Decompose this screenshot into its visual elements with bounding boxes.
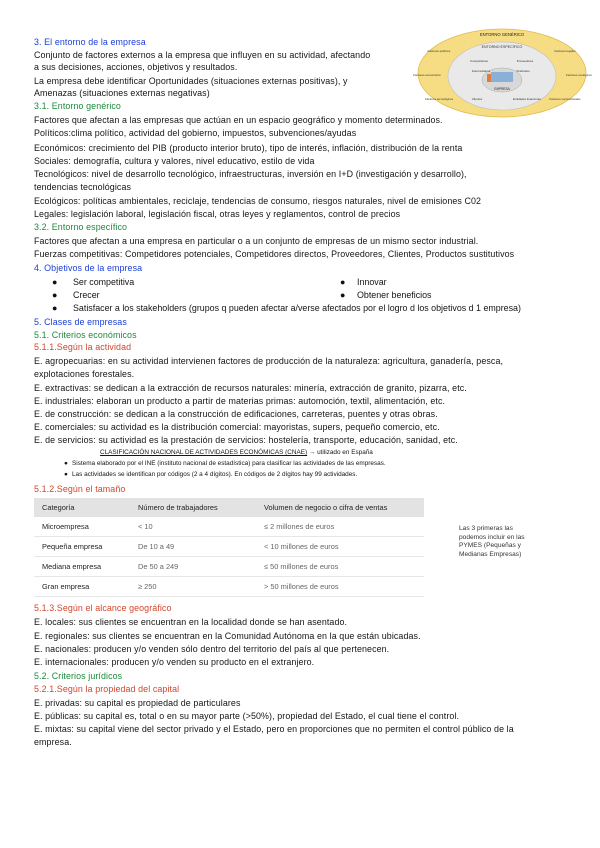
table-cell: Gran empresa bbox=[34, 577, 130, 597]
legal-4: empresa. bbox=[34, 737, 72, 747]
table-cell: De 10 a 49 bbox=[130, 537, 256, 557]
cnae-line bbox=[100, 448, 373, 457]
diagram-label: Entidades financieras bbox=[513, 97, 541, 101]
diagram-label: Clientes bbox=[471, 97, 483, 101]
activity-3: E. industriales: elaboran un producto a partir de materias primas: automoción, textil, alimentación, etc. bbox=[34, 396, 446, 406]
table-row bbox=[34, 557, 424, 577]
bullet-dot: ● bbox=[64, 460, 68, 467]
s31-line-8: Legales: legislación laboral, legislación fiscal, otras leyes y reglamentos, control de precios bbox=[34, 209, 401, 219]
diagram-inner-title: ENTORNO ESPECÍFICO bbox=[481, 45, 523, 49]
diagram-outer-title: ENTORNO GENÉRICO bbox=[479, 32, 525, 37]
s31-line-7: Ecológicos: políticas ambientales, reciclaje, tendencias de consumo, riesgos naturales, nivel de emisiones C02 bbox=[34, 196, 482, 206]
diagram-label: Intermediarios bbox=[471, 69, 491, 73]
geo-2: E. regionales: sus clientes se encuentran en la Comunidad Autónoma en la que están ubicadas. bbox=[34, 631, 421, 641]
diagram-label: Factores ecológicos bbox=[566, 73, 592, 77]
table-header: Volumen de negocio o cifra de ventas bbox=[256, 498, 424, 517]
bullet-dot: ● bbox=[52, 290, 58, 300]
section-5-1-3-heading: 5.1.3.Según el alcance geográfico bbox=[34, 603, 172, 613]
s3-line-3: La empresa debe identificar Oportunidades (situaciones externas positivas), y bbox=[34, 76, 348, 86]
table-row bbox=[34, 517, 424, 537]
diagram-label: Factores económicos bbox=[413, 73, 441, 77]
section-3-1-heading: 3.1. Entorno genérico bbox=[34, 101, 121, 111]
table-cell: Microempresa bbox=[34, 517, 130, 537]
section-5-1-1-heading: 5.1.1.Según la actividad bbox=[34, 342, 132, 352]
table-header: Categoría bbox=[34, 498, 130, 517]
table-cell: Pequeña empresa bbox=[34, 537, 130, 557]
activity-5: E. comerciales: su actividad es la distribución comercial: mayoristas, supers, pequeño comercio, etc. bbox=[34, 422, 440, 432]
table-row bbox=[34, 577, 424, 597]
cnae-suffix: → utilizado en España bbox=[307, 449, 373, 456]
activity-1: E. agropecuarias: en su actividad intervienen factores de producción de la naturaleza: agricultura, ganadería, pesca, bbox=[34, 356, 504, 366]
activity-4: E. de construcción: se dedican a la construcción de edificaciones, carreteras, puentes y otras obras. bbox=[34, 409, 438, 419]
bullet-dot: ● bbox=[64, 471, 68, 478]
bullet-dot: ● bbox=[340, 290, 346, 300]
building-shape bbox=[491, 72, 513, 82]
table-cell: De 50 a 249 bbox=[130, 557, 256, 577]
s31-line-5: Tecnológicos: nivel de desarrollo tecnológico, infraestructuras, inversión en I+D (investigación y desarrollo), bbox=[34, 169, 467, 179]
activity-1b: explotaciones forestales. bbox=[34, 369, 135, 379]
note-line: Las 3 primeras las bbox=[459, 525, 513, 532]
diagram-label: Factores socioculturales bbox=[549, 97, 581, 101]
note-line: Medianas Empresas) bbox=[459, 550, 522, 558]
diagram-label: Factores políticos bbox=[427, 49, 451, 53]
table-cell: ≥ 250 bbox=[130, 577, 256, 597]
section-5-2-heading: 5.2. Criterios jurídicos bbox=[34, 671, 123, 681]
section-5-2-1-heading: 5.2.1.Según la propiedad del capital bbox=[34, 684, 180, 694]
s32-line-1: Factores que afectan a una empresa en particular o a un conjunto de empresas de un mismo sector industrial. bbox=[34, 236, 479, 246]
table-header-row bbox=[34, 498, 424, 517]
s31-line-3: Económicos: crecimiento del PIB (producto interior bruto), tipo de interés, inflación, distribución de la renta bbox=[34, 143, 463, 153]
activity-6: E. de servicios: su actividad es la prestación de servicios: hostelería, transporte, educación, sanidad, etc. bbox=[34, 435, 458, 445]
environment-diagram bbox=[413, 28, 592, 118]
s3-line-2: a sus decisiones, acciones, objetivos y resultados. bbox=[34, 62, 238, 72]
objective-5: Satisfacer a los stakeholders (grupos q pueden afectar a/verse afectados por el logro d los objetivos d 1 empresa) bbox=[73, 303, 521, 313]
size-table bbox=[34, 498, 424, 597]
legal-1: E. privadas: su capital es propiedad de particulares bbox=[34, 698, 241, 708]
table-cell: ≤ 50 millones de euros bbox=[256, 557, 424, 577]
cnae-title: CLASIFICACIÓN NACIONAL DE ACTIVIDADES ECONÓMICAS (CNAE) bbox=[100, 449, 308, 456]
objective-2: Innovar bbox=[357, 277, 387, 287]
s31-line-1: Factores que afectan a las empresas que actúan en un espacio geográfico y momento determinados. bbox=[34, 115, 443, 125]
note-line: podemos incluir en las bbox=[459, 533, 525, 541]
s3-line-1: Conjunto de factores externos a la empresa que influyen en su actividad, afectando bbox=[34, 50, 371, 60]
pymes-note bbox=[459, 525, 579, 559]
s3-line-4: Amenazas (situaciones externas negativas) bbox=[34, 88, 210, 98]
table-cell: < 10 millones de euros bbox=[256, 537, 424, 557]
geo-1: E. locales: sus clientes se encuentran en la localidad donde se han asentado. bbox=[34, 617, 348, 627]
table-cell: Mediana empresa bbox=[34, 557, 130, 577]
legal-3: E. mixtas: su capital viene del sector privado y el Estado, pero en proporciones que no permiten el control público de la bbox=[34, 724, 514, 734]
section-5-1-heading: 5.1. Criterios económicos bbox=[34, 330, 137, 340]
objective-1: Ser competitiva bbox=[73, 277, 135, 287]
bullet-dot: ● bbox=[52, 277, 58, 287]
section-3-2-heading: 3.2. Entorno específico bbox=[34, 222, 128, 232]
table-cell: < 10 bbox=[130, 517, 256, 537]
section-4-heading: 4. Objetivos de la empresa bbox=[34, 263, 143, 273]
cnae-bullet-2: Las actividades se identifican por códigos (2 a 4 dígitos). En códigos de 2 dígitos hay 99 actividades. bbox=[72, 471, 358, 478]
section-5-heading: 5. Clases de empresas bbox=[34, 317, 127, 327]
diagram-label: Competidores bbox=[470, 59, 488, 63]
s31-line-2: Políticos:clima político, actividad del gobierno, impuestos, subvenciones/ayudas bbox=[34, 128, 357, 138]
diagram-label: Factores legales bbox=[554, 49, 576, 53]
table-cell: ≤ 2 millones de euros bbox=[256, 517, 424, 537]
geo-3: E. nacionales: producen y/o venden sólo dentro del territorio del país al que pertenecen. bbox=[34, 644, 390, 654]
objective-3: Crecer bbox=[73, 290, 100, 300]
table-cell: > 50 millones de euros bbox=[256, 577, 424, 597]
s32-line-2: Fuerzas competitivas: Competidores potenciales, Competidores directos, Proveedores, Clientes, Productos sustitutivos bbox=[34, 249, 515, 259]
geo-4: E. internacionales: producen y/o venden su producto en el extranjero. bbox=[34, 657, 315, 667]
table-header: Número de trabajadores bbox=[130, 498, 256, 517]
section-3-heading: 3. El entorno de la empresa bbox=[34, 37, 146, 47]
building-side bbox=[487, 74, 491, 82]
activity-2: E. extractivas: se dedican a la extracción de recursos naturales: minería, extracción de granito, pizarra, etc. bbox=[34, 383, 467, 393]
diagram-label: Proveedores bbox=[516, 59, 534, 63]
diagram-label: Factores tecnológicos bbox=[424, 97, 454, 101]
diagram-center: EMPRESA bbox=[494, 87, 510, 91]
cnae-bullet-1: Sistema elaborado por el INE (instituto nacional de estadística) para clasificar las actividades de las empresas. bbox=[72, 460, 386, 467]
bullet-dot: ● bbox=[340, 277, 346, 287]
s31-line-4: Sociales: demografía, cultura y valores, nivel educativo, estilo de vida bbox=[34, 156, 315, 166]
note-line: PYMES (Pequeñas y bbox=[459, 542, 521, 550]
table-row bbox=[34, 537, 424, 557]
bullet-dot: ● bbox=[52, 303, 58, 313]
section-5-1-2-heading: 5.1.2.Según el tamaño bbox=[34, 484, 126, 494]
diagram-label: Sindicatos bbox=[516, 69, 530, 73]
objective-4: Obtener beneficios bbox=[357, 290, 432, 300]
s31-line-6: tendencias tecnológicas bbox=[34, 182, 132, 192]
legal-2: E. públicas: su capital es, total o en su mayor parte (>50%), propiedad del Estado, el cual tiene el control. bbox=[34, 711, 460, 721]
